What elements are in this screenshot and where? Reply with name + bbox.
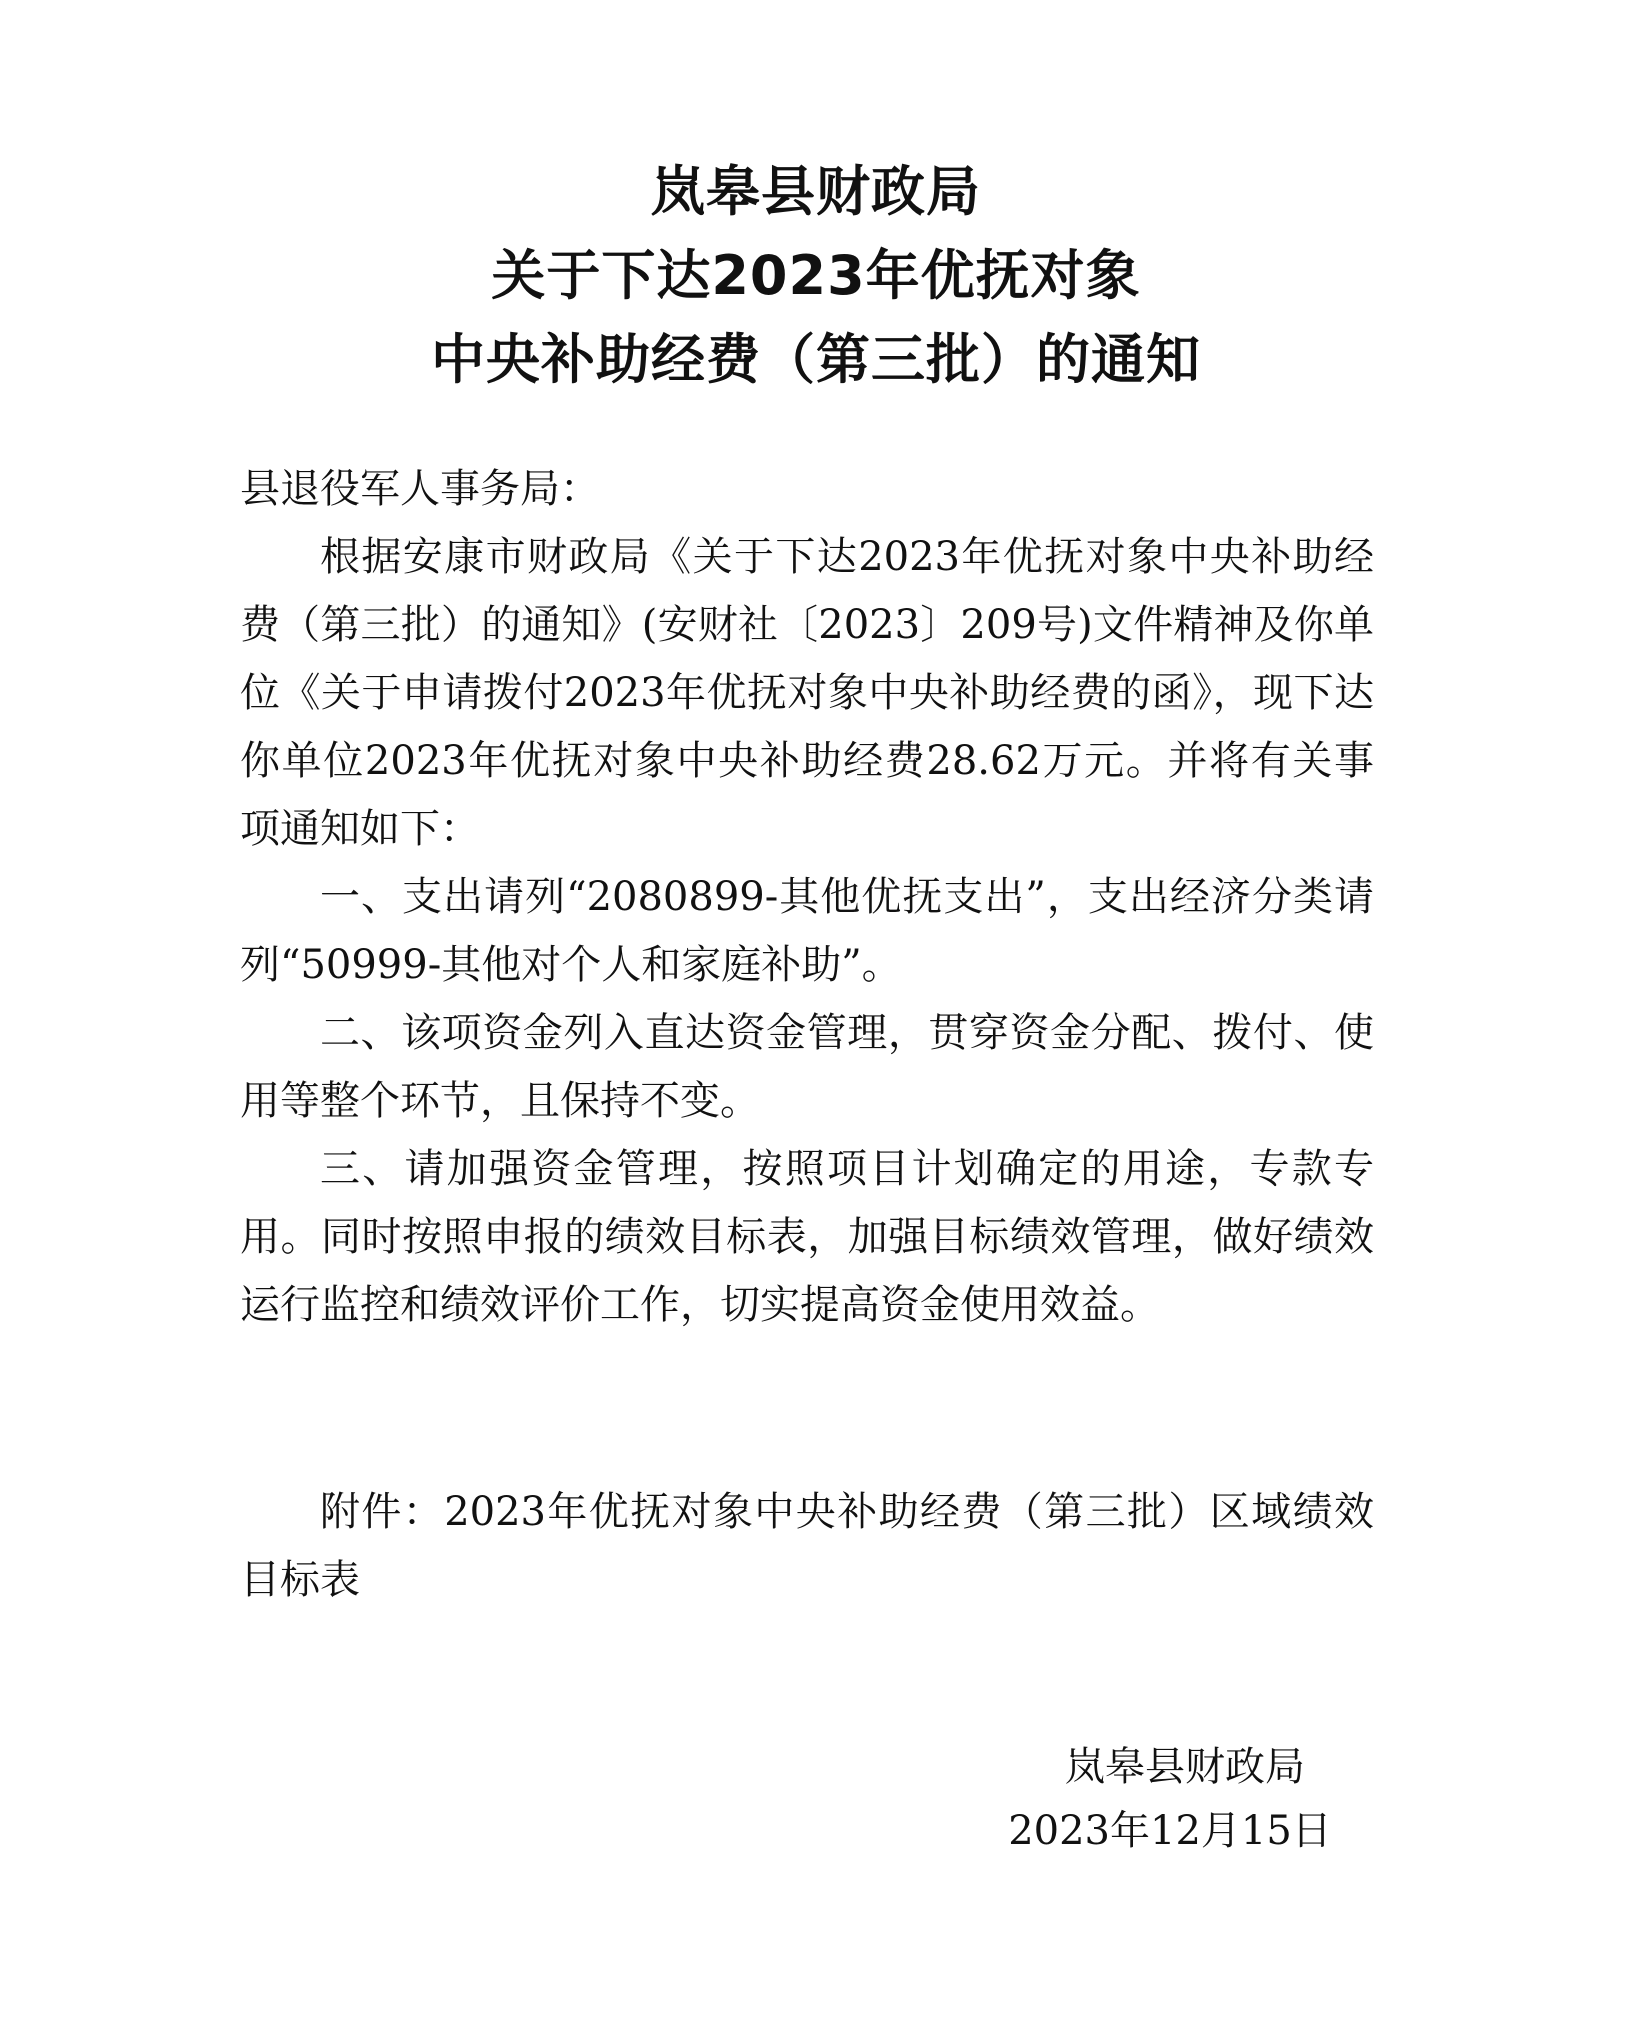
paragraph-item-3: 三、请加强资金管理，按照项目计划确定的用途，专款专用。同时按照申报的绩效目标表，加强目标绩效管理，做好绩效运行监控和绩效评价工作，切实提高资金使用效益。 bbox=[240, 1146, 1374, 1328]
signature-org: 岚皋县财政局 bbox=[1065, 1744, 1305, 1790]
document-body bbox=[240, 455, 1374, 1339]
title-line-1: 岚皋县财政局 bbox=[651, 160, 981, 223]
paragraph-item-1: 一、支出请列“2080899-其他优抚支出”，支出经济分类请列“50999-其他对个人和家庭补助”。 bbox=[240, 874, 1374, 988]
signature-block bbox=[960, 1735, 1380, 1863]
paragraph-item-2: 二、该项资金列入直达资金管理，贯穿资金分配、拨付、使用等整个环节，且保持不变。 bbox=[240, 1010, 1374, 1124]
salutation: 县退役军人事务局： bbox=[240, 466, 600, 512]
document-title bbox=[0, 150, 1632, 402]
attachment-note: 附件：2023年优抚对象中央补助经费（第三批）区域绩效目标表 bbox=[240, 1489, 1374, 1603]
title-line-2: 关于下达2023年优抚对象 bbox=[491, 244, 1141, 307]
title-line-3: 中央补助经费（第三批）的通知 bbox=[431, 328, 1201, 391]
signature-date: 2023年12月15日 bbox=[1008, 1808, 1332, 1854]
paragraph-intro: 根据安康市财政局《关于下达2023年优抚对象中央补助经费（第三批）的通知》(安财社〔2023〕209号)文件精神及你单位《关于申请拨付2023年优抚对象中央补助经费的函》，现下达你单位2023年优抚对象中央补助经费28.62万元。并将有关事项通知如下： bbox=[240, 534, 1374, 852]
